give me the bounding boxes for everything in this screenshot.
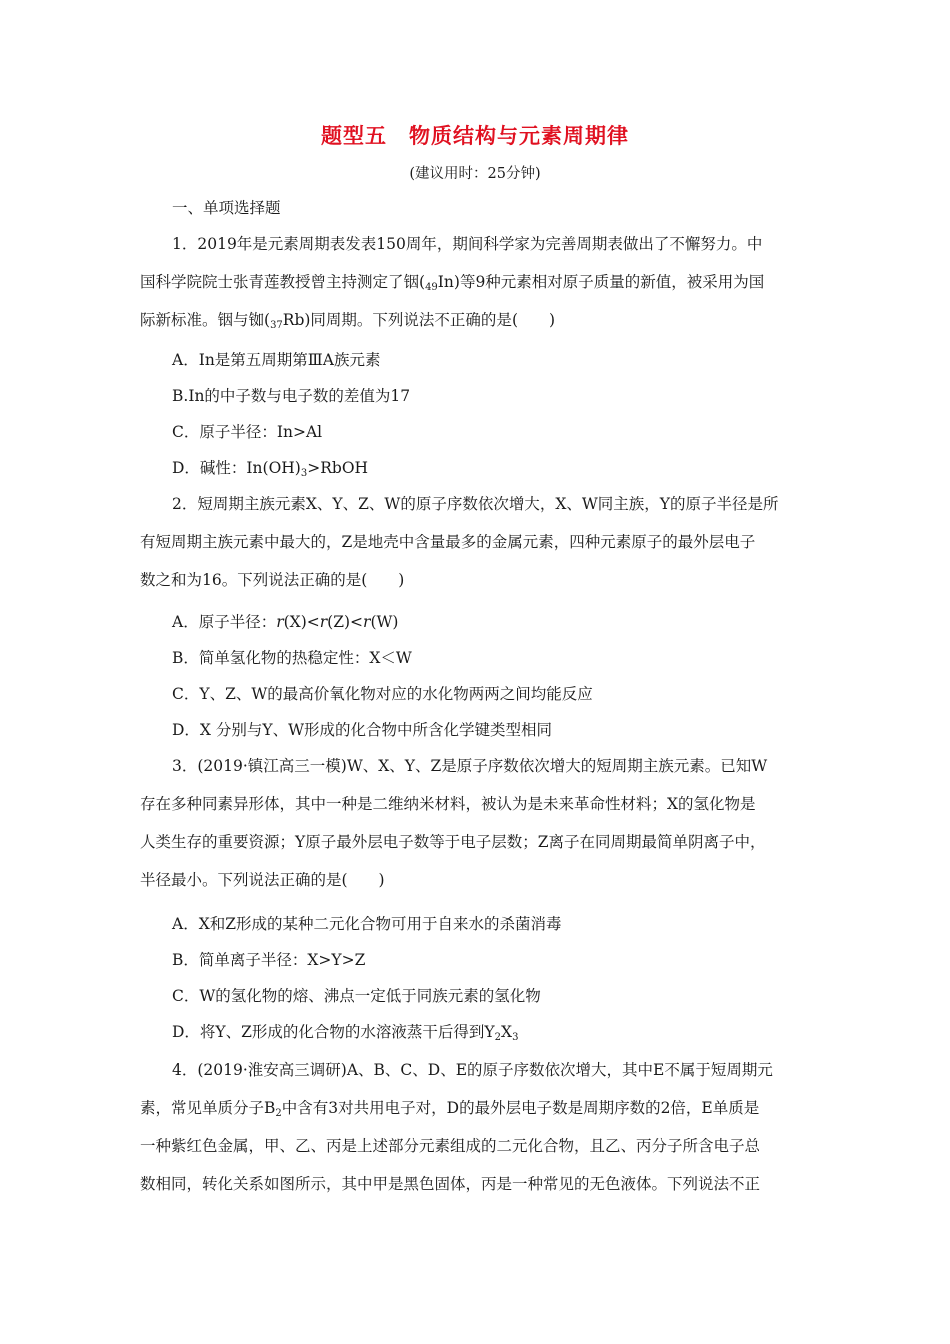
q2-stem-line: 2．短周期主族元素X、Y、Z、W的原子序数依次增大，X、W同主族，Y的原子半径是所 xyxy=(172,495,779,513)
q1-option-b: B.In的中子数与电子数的差值为17 xyxy=(172,387,411,405)
q3-option-d: D．将Y、Z形成的化合物的水溶液蒸干后得到$Y_2X_3$ xyxy=(172,1023,519,1043)
q2-option-c: C．Y、Z、W的最高价氧化物对应的水化物两两之间均能反应 xyxy=(172,685,593,703)
q3-option-c: C．W的氢化物的熔、沸点一定低于同族元素的氢化物 xyxy=(172,987,541,1005)
q1-stem-line: 1．2019年是元素周期表发表150周年，期间科学家为完善周期表做出了不懈努力。中 xyxy=(172,235,763,253)
q3-stem-line: 半径最小。下列说法正确的是( ) xyxy=(140,871,385,889)
q2-option-b: B．简单氢化物的热稳定性：X＜W xyxy=(172,649,412,667)
q1-stem-line: 国科学院院士张青莲教授曾主持测定了铟(49In)等9种元素相对原子质量的新值，被采用为国 xyxy=(140,273,765,293)
q3-option-b: B．简单离子半径：X>Y>Z xyxy=(172,951,366,969)
q4-stem-line: 素，常见单质分子$B_2$中含有3对共用电子对，D的最外层电子数是周期序数的2倍，E单质是 xyxy=(140,1099,760,1119)
q3-stem-line: 人类生存的重要资源；Y原子最外层电子数等于电子层数；Z离子在同周期最简单阴离子中， xyxy=(140,833,766,851)
q1-option-d: D．碱性：$In(OH)_3>RbOH$ xyxy=(172,459,369,479)
q1-option-a: A．In是第五周期第ⅢA族元素 xyxy=(172,351,381,369)
time-hint: (建议用时：25分钟) xyxy=(409,166,541,182)
q1-option-c: C．原子半径：In>Al xyxy=(172,423,323,441)
q4-stem-line: 数相同，转化关系如图所示，其中甲是黑色固体，丙是一种常见的无色液体。下列说法不正 xyxy=(140,1175,761,1193)
q2-option-a: A．原子半径：r(X)<r(Z)<r(W) xyxy=(172,613,399,631)
q3-stem-line: 存在多种同素异形体，其中一种是二维纳米材料，被认为是未来革命性材料；X的氢化物是 xyxy=(140,795,756,813)
page-title: 题型五 物质结构与元素周期律 xyxy=(321,124,629,148)
q4-stem-line: 一种紫红色金属，甲、乙、丙是上述部分元素组成的二元化合物，且乙、丙分子所含电子总 xyxy=(140,1137,761,1155)
q2-stem-line: 数之和为16。下列说法正确的是( ) xyxy=(140,571,405,589)
q2-option-d: D．X 分别与Y、W形成的化合物中所含化学键类型相同 xyxy=(172,721,553,739)
q4-stem-line: 4．(2019·淮安高三调研)A、B、C、D、E的原子序数依次增大，其中E不属于短周期元 xyxy=(172,1061,773,1079)
q3-option-a: A．X和Z形成的某种二元化合物可用于自来水的杀菌消毒 xyxy=(172,915,562,933)
q2-stem-line: 有短周期主族元素中最大的，Z是地壳中含量最多的金属元素，四种元素原子的最外层电子 xyxy=(140,533,756,551)
q3-stem-line: 3．(2019·镇江高三一模)W、X、Y、Z是原子序数依次增大的短周期主族元素。已知W xyxy=(172,757,768,775)
q1-stem-line: 际新标准。铟与铷(37Rb)同周期。下列说法不正确的是( ) xyxy=(140,311,556,331)
section-heading: 一、单项选择题 xyxy=(172,199,281,217)
